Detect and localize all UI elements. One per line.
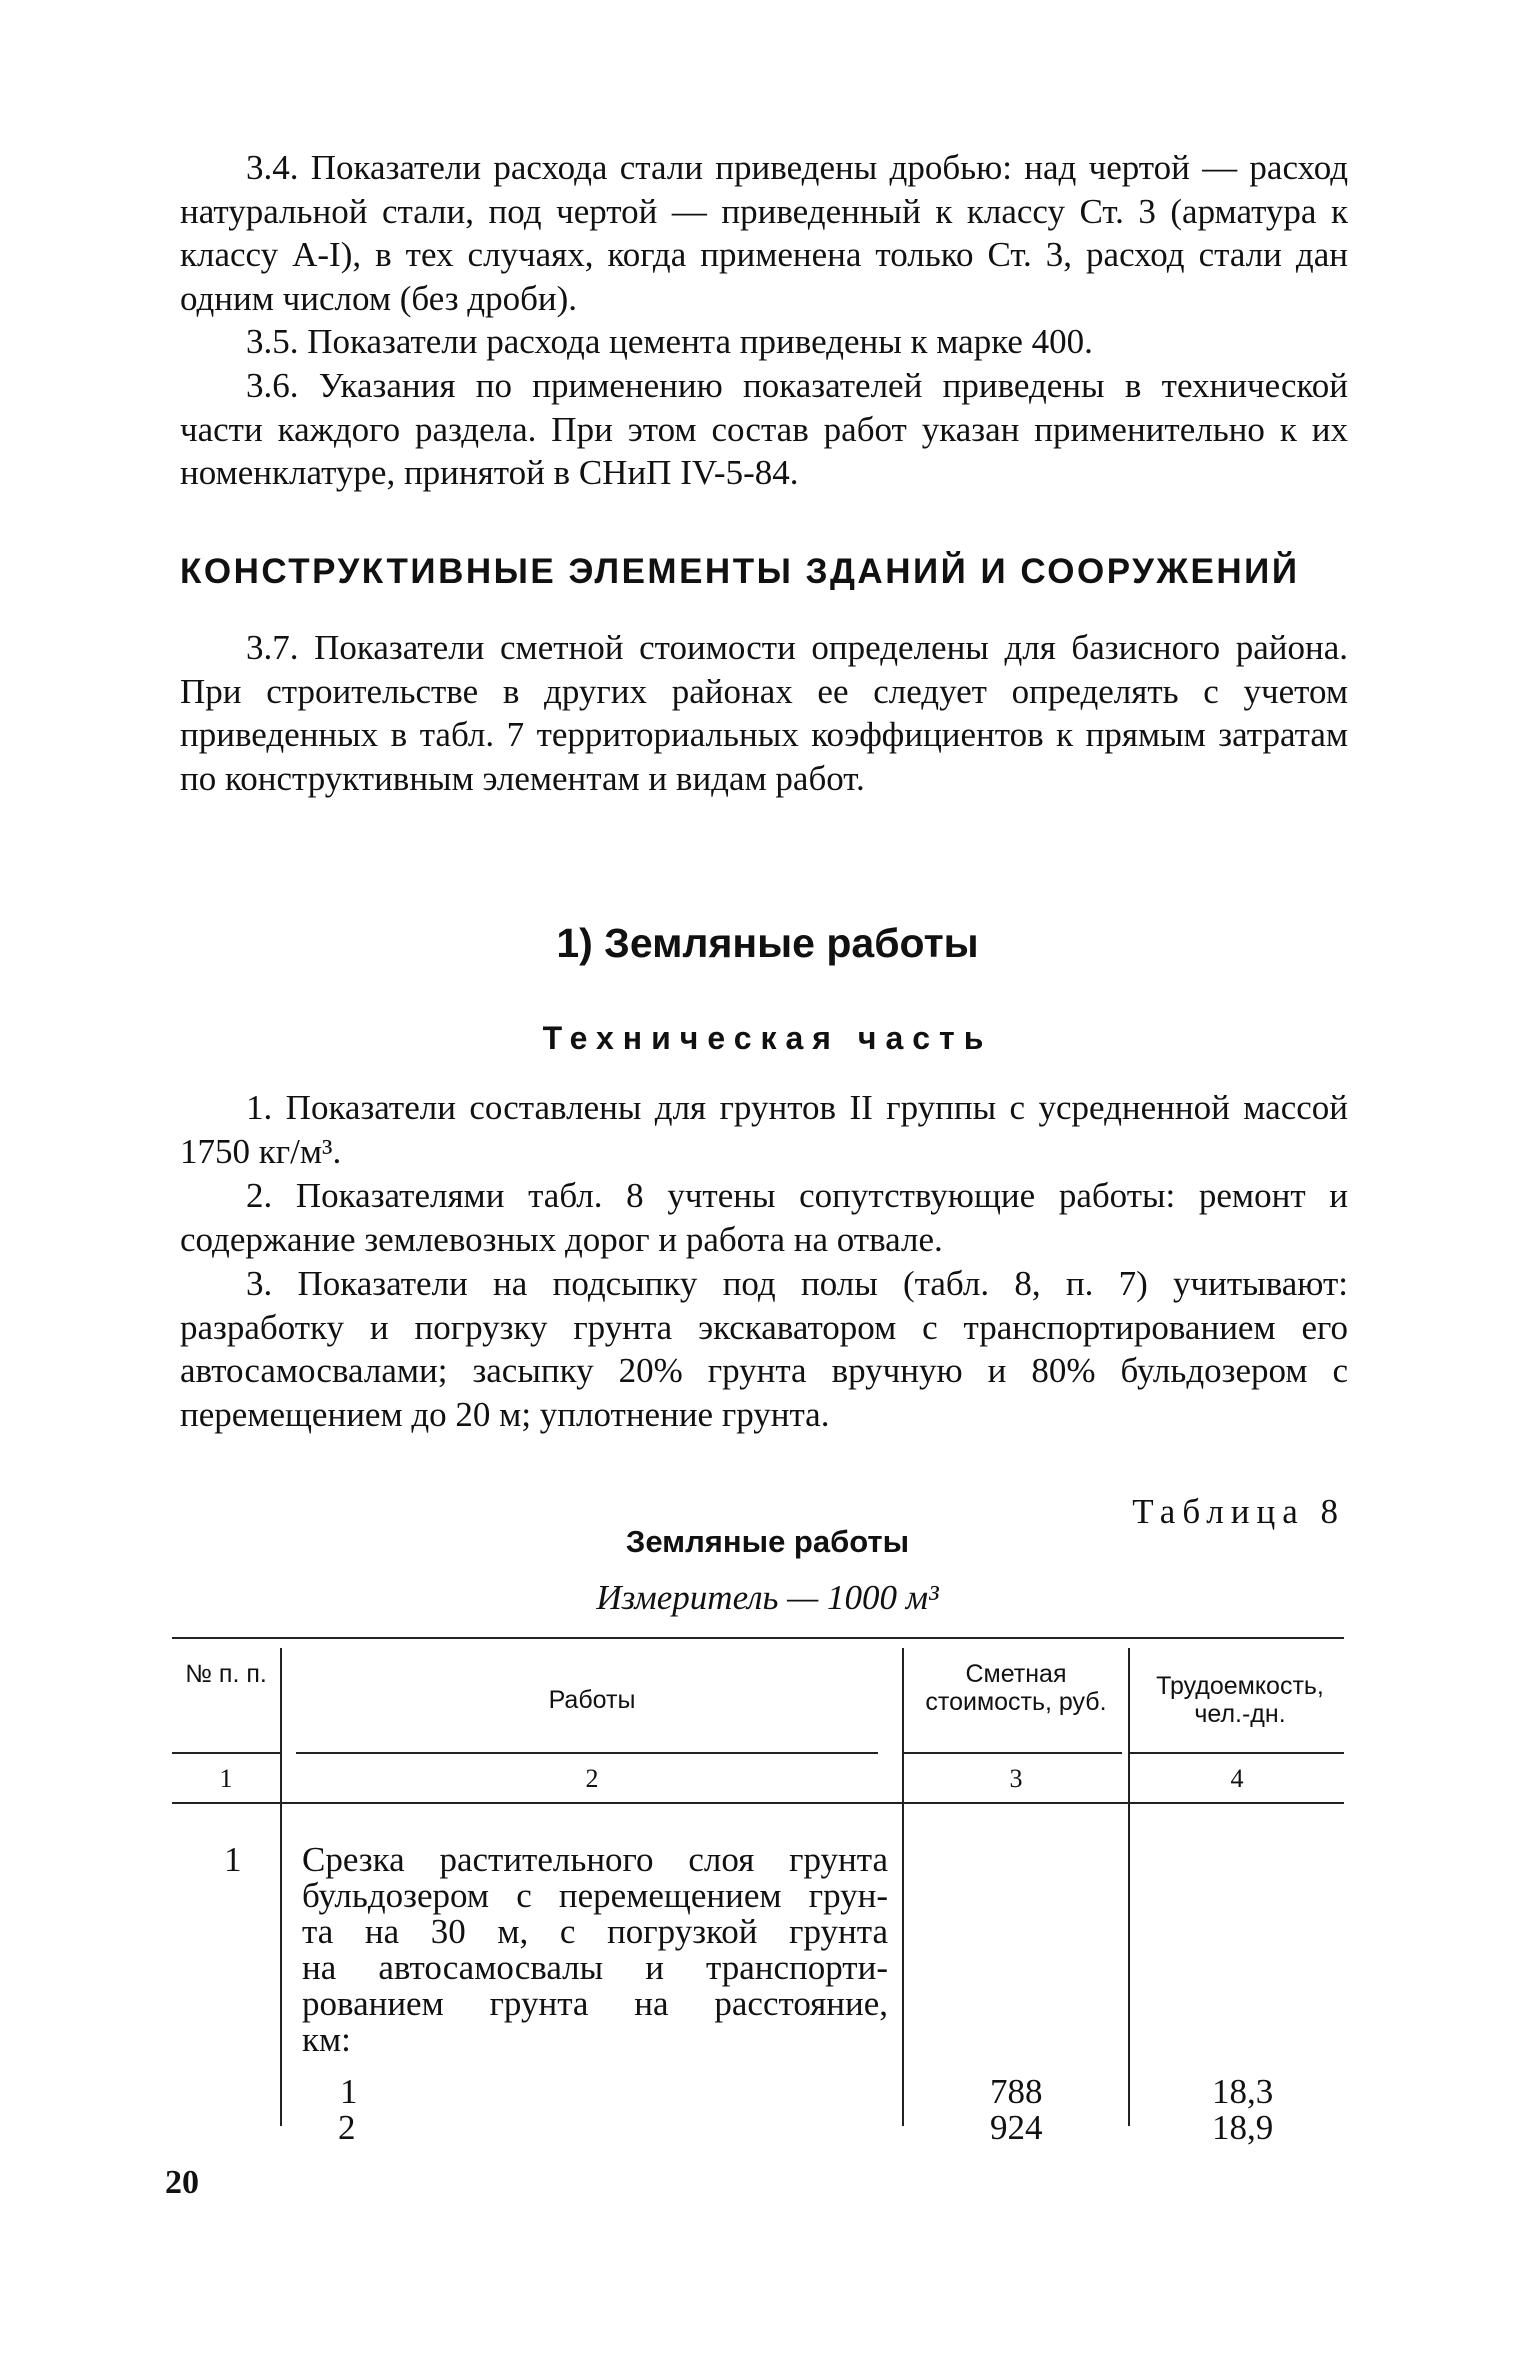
section-title: 1) Земляные работы	[556, 920, 979, 966]
sub-cost: 924	[990, 2108, 1043, 2147]
technical-item-2: 2. Показателями табл. 8 учтены сопутствующие работы: ремонт и содержание землевозных дорог и работа на отвале.	[180, 1176, 1348, 1259]
column-number-2: 2	[585, 1764, 599, 1793]
header-rule-cost	[904, 1752, 1122, 1754]
table-unit: Измеритель — 1000 м³	[596, 1578, 939, 1617]
column-divider-2	[902, 1648, 904, 2126]
structural-elements-heading: КОНСТРУКТИВНЫЕ ЭЛЕМЕНТЫ ЗДАНИЙ И СООРУЖЕНИЙ	[180, 552, 1300, 591]
header-cost: Сметная стоимость, руб.	[925, 1660, 1107, 1716]
header-rule-num	[172, 1752, 280, 1754]
work-line: Срезка растительного слоя грунта	[302, 1840, 888, 1879]
page-number: 20	[165, 2164, 199, 2201]
technical-item-1: 1. Показатели составлены для грунтов II группы с усредненной массой 1750 кг/м³.	[180, 1088, 1348, 1171]
sub-labor: 18,3	[1212, 2072, 1274, 2111]
subsection-title: Техническая часть	[542, 1020, 993, 1056]
column-divider-3	[1128, 1648, 1130, 2126]
paragraph-3-7: 3.7. Показатели сметной стоимости определены для базисного района. При строительстве в других районах ее следует определять с учетом приведенных в табл. 7 территориальных коэффициентов к прямым затратам по конструктивным элементам и видам работ.	[180, 628, 1348, 798]
paragraph-3-6: 3.6. Указания по применению показателей приведены в технической части каждого раздела. При этом состав работ указан применительно к их номенклатуре, принятой в СНиП IV-5-84.	[180, 366, 1348, 492]
column-number-3: 3	[1009, 1764, 1023, 1793]
column-number-4: 4	[1230, 1764, 1244, 1793]
work-description	[302, 1842, 888, 2058]
header-works: Работы	[548, 1686, 636, 1714]
table-label: Таблица 8	[1132, 1492, 1345, 1531]
column-divider-1	[280, 1648, 282, 2126]
technical-item-3: 3. Показатели на подсыпку под полы (табл. 8, п. 7) учитывают: разработку и погрузку грунта экскаватором с транспортированием его автосамосвалами; засыпку 20% грунта вручную и 80% бульдозером с перемещением до 20 м; уплотнение грунта.	[180, 1264, 1348, 1434]
header-labor: Трудоемкость, чел.-дн.	[1156, 1672, 1324, 1728]
header-number: № п. п.	[185, 1660, 267, 1688]
paragraph-3-5: 3.5. Показатели расхода цемента приведены к марке 400.	[246, 322, 1093, 361]
work-line: та на 30 м, с погрузкой грунта	[302, 1912, 888, 1951]
paragraph-3-4: 3.4. Показатели расхода стали приведены дробью: над чертой — расход натуральной стали, под чертой — приведенный к классу Ст. 3 (арматура к классу A-I), в тех случаях, когда применена только Ст. 3, расход стали дан одним числом (без дроби).	[180, 148, 1348, 318]
work-line: рованием грунта на расстояние,	[302, 1984, 888, 2023]
work-line: на автосамосвалы и транспорти-	[302, 1948, 888, 1987]
row-number: 1	[224, 1840, 242, 1879]
table-title: Земляные работы	[625, 1524, 910, 1559]
column-number-rule	[172, 1802, 1344, 1804]
work-line: км:	[302, 2020, 351, 2059]
column-number-1: 1	[219, 1764, 233, 1793]
header-rule-works	[296, 1752, 878, 1754]
sub-distance: 2	[338, 2108, 356, 2147]
work-line: бульдозером с перемещением грун-	[302, 1876, 888, 1915]
sub-labor: 18,9	[1212, 2108, 1274, 2147]
sub-distance: 1	[340, 2072, 358, 2111]
header-rule-labor	[1130, 1752, 1344, 1754]
table-top-rule	[172, 1637, 1344, 1639]
sub-cost: 788	[990, 2072, 1043, 2111]
